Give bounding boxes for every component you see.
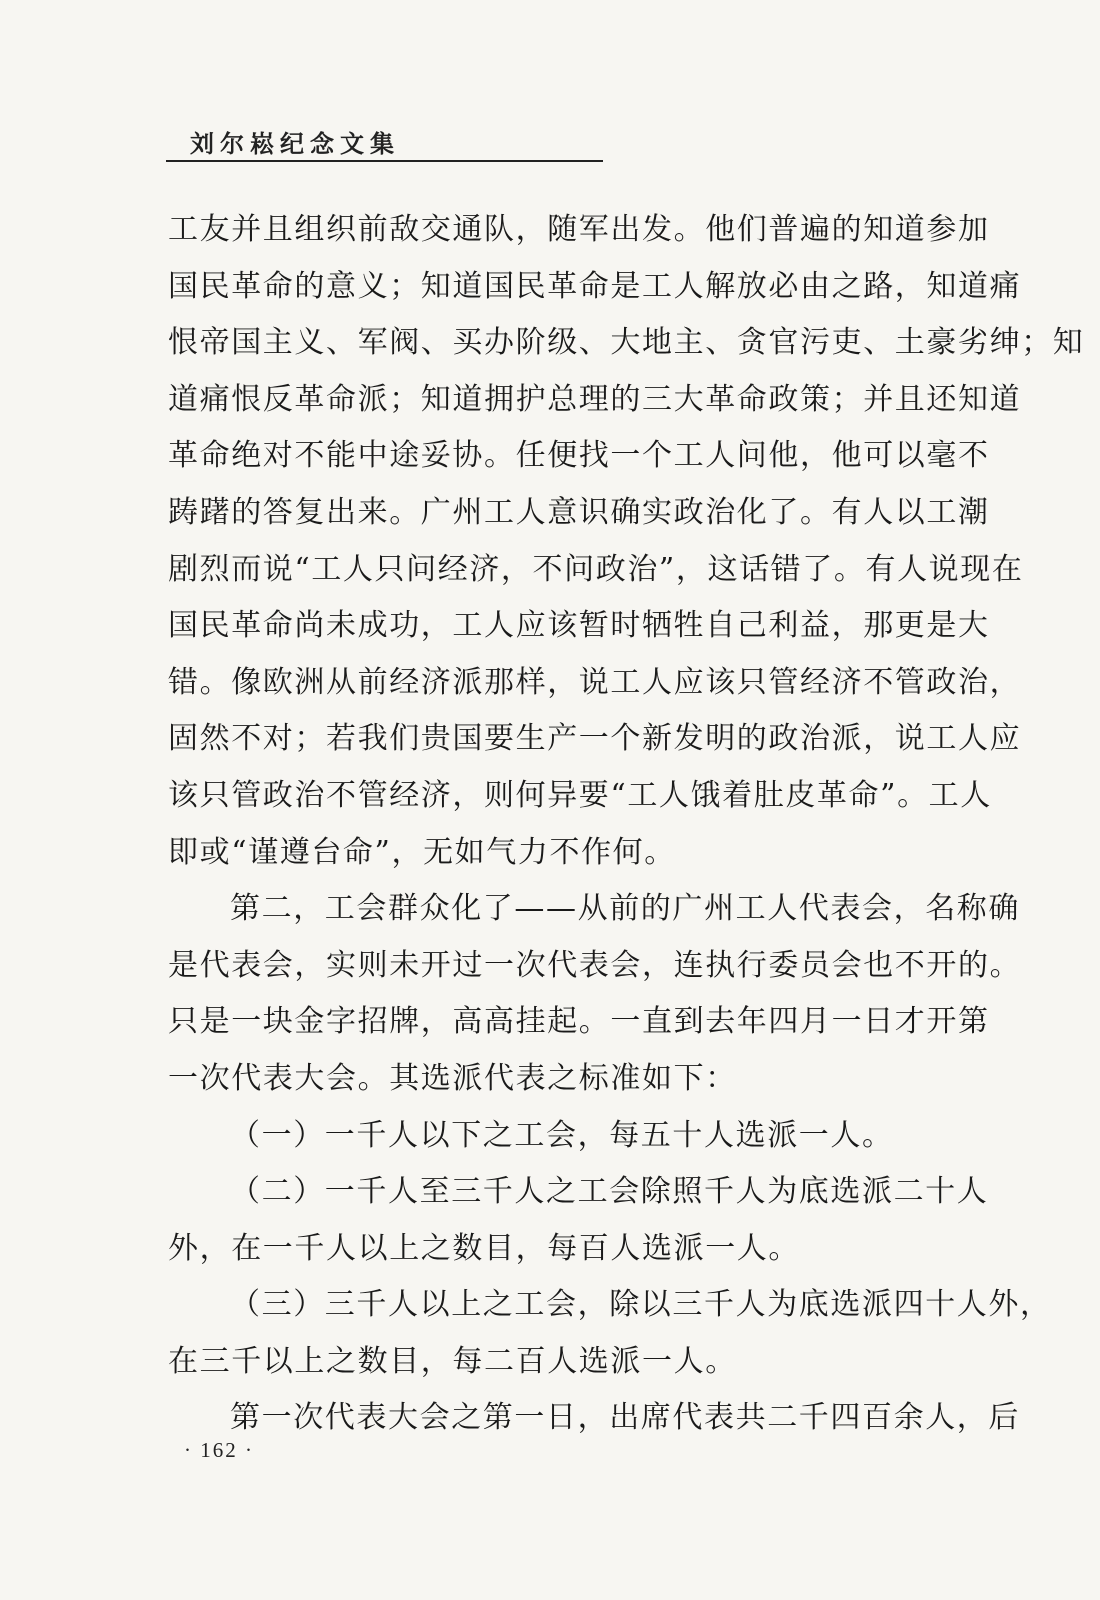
list-item-line: （三）三千人以上之工会，除以三千人为底选派四十人外， (230, 1287, 1052, 1323)
list-item-line: （一）一千人以下之工会，每五十人选派一人。 (230, 1117, 894, 1153)
text-line: 道痛恨反革命派；知道拥护总理的三大革命政策；并且还知道 (168, 381, 1022, 417)
text-line: 国民革命尚未成功，工人应该暂时牺牲自己利益，那更是大 (168, 608, 990, 644)
text-line: 是代表会，实则未开过一次代表会，连执行委员会也不开的。 (168, 947, 1022, 983)
text-line: 剧烈而说“工人只问经济，不问政治”，这话错了。有人说现在 (168, 551, 1024, 587)
text-line: 即或“谨遵台命”，无如气力不作何。 (168, 834, 676, 870)
text-line: 该只管政治不管经济，则何异要“工人饿着肚皮革命”。工人 (168, 777, 992, 813)
text-line: 在三千以上之数目，每二百人选派一人。 (168, 1343, 737, 1379)
header-rule (166, 160, 603, 162)
text-line: 固然不对；若我们贵国要生产一个新发明的政治派，说工人应 (168, 721, 1022, 757)
text-line: 革命绝对不能中途妥协。任便找一个工人问他，他可以毫不 (168, 438, 990, 474)
text-line: 一次代表大会。其选派代表之标准如下： (168, 1060, 737, 1096)
text-line: 错。像欧洲从前经济派那样，说工人应该只管经济不管政治， (168, 664, 1022, 700)
paragraph-start-line: 第二，工会群众化了——从前的广州工人代表会，名称确 (230, 891, 1020, 927)
text-line: 外，在一千人以上之数目，每百人选派一人。 (168, 1230, 800, 1266)
list-item-line: （二）一千人至三千人之工会除照千人为底选派二十人 (230, 1174, 989, 1210)
body-text (168, 202, 1085, 1447)
text-line: 只是一块金字招牌，高高挂起。一直到去年四月一日才开第 (168, 1004, 990, 1040)
text-line: 工友并且组织前敌交通队，随军出发。他们普遍的知道参加 (168, 212, 990, 247)
text-line: 踌躇的答复出来。广州工人意识确实政治化了。有人以工潮 (168, 494, 990, 530)
page-number: · 162 · (184, 1438, 254, 1462)
running-head-title: 刘尔崧纪念文集 (190, 130, 400, 158)
text-line: 国民革命的意义；知道国民革命是工人解放必由之路，知道痛 (168, 268, 1022, 304)
text-line: 恨帝国主义、军阀、买办阶级、大地主、贪官污吏、土豪劣绅；知 (168, 325, 1085, 361)
paragraph-start-line: 第一次代表大会之第一日，出席代表共二千四百余人，后 (230, 1400, 1020, 1436)
